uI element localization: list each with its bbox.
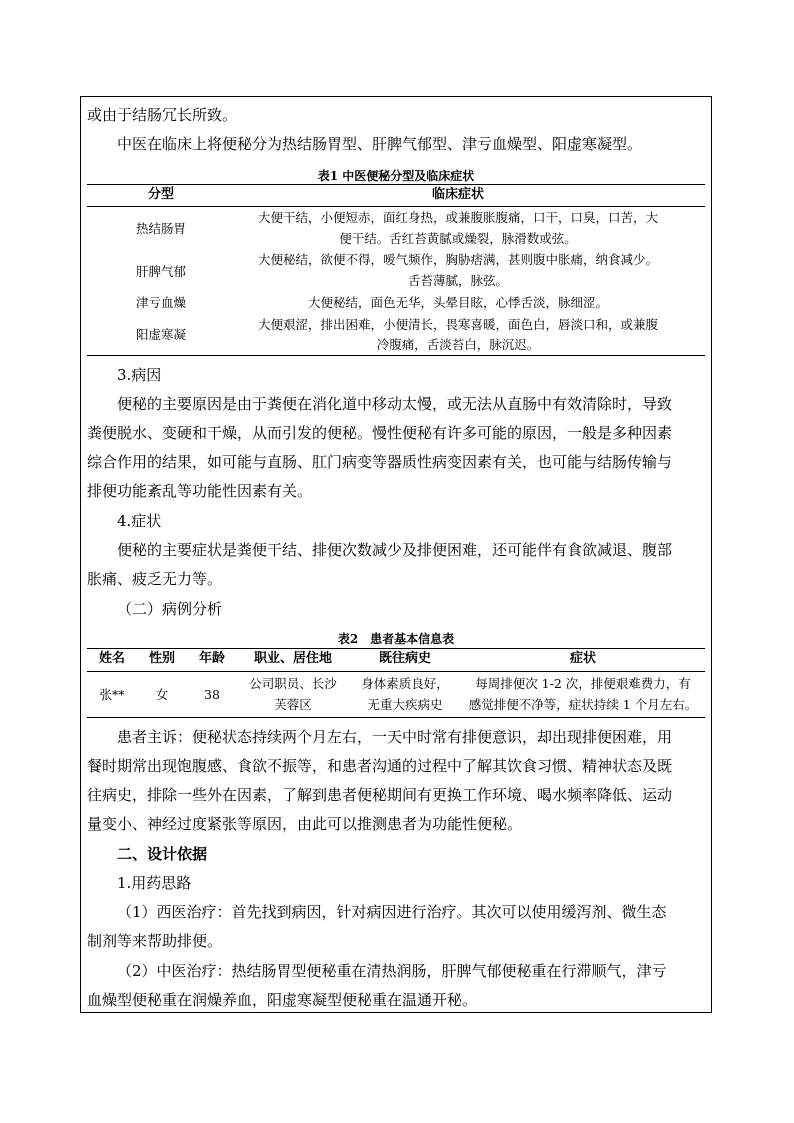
patient-job-line: 公司职员、长沙: [249, 676, 337, 691]
tcm-treatment-line: （2）中医治疗：热结肠胃型便秘重在清热润肠，肝脾气郁便秘重在行滞顺气，津亏: [117, 962, 667, 980]
table2-header-rule: [87, 671, 705, 672]
medication-heading: 1.用药思路: [117, 874, 192, 892]
table1-symptom-line: 冷腹痛，舌淡苔白，脉沉迟。: [376, 337, 540, 352]
cause-line: 综合作用的结果，如可能与直肠、肛门病变等器质性病变因素有关，也可能与结肠传输与: [87, 453, 673, 471]
table1-header-symptoms: 临床症状: [431, 187, 484, 202]
table1-symptom-line: 大便秘结，欲便不得，嗳气频作，胸胁痞满，甚则腹中胀痛，纳食减少。: [257, 252, 658, 267]
patient-job-line: 芙蓉区: [274, 697, 312, 712]
patient-history-line: 无重大疾病史: [367, 697, 443, 712]
intro-line: 或由于结肠冗长所致。: [87, 106, 238, 124]
table1-type-cell: 津亏血燥: [135, 295, 186, 310]
table2-header-age: 年龄: [198, 651, 225, 666]
cause-heading: 3.病因: [117, 366, 162, 384]
table2-header-name: 姓名: [98, 651, 125, 666]
complaint-line: 患者主诉：便秘状态持续两个月左右，一天中时常有排便意识，却出现排便困难，用: [117, 728, 673, 746]
table1-symptom-line: 便干结。舌红苔黄腻或燥裂，脉滑数或弦。: [339, 231, 577, 246]
patient-name: 张**: [99, 687, 125, 702]
complaint-line: 量变小、神经过度紧张等原因，由此可以推测患者为功能性便秘。: [87, 815, 523, 833]
table1-symptom-line: 大便干结，小便短赤，面红身热，或兼腹胀腹痛，口干，口臭，口苦，大: [257, 210, 658, 225]
table1-symptom-line: 舌苔薄腻，脉弦。: [407, 273, 508, 288]
tcm-treatment-line: 血燥型便秘重在润燥养血，阳虚寒凝型便秘重在温通开秘。: [87, 991, 478, 1009]
tcm-types-paragraph: 中医在临床上将便秘分为热结肠胃型、肝脾气郁型、津亏血燥型、阳虚寒凝型。: [117, 135, 643, 153]
patient-sex: 女: [155, 687, 169, 702]
patient-age: 38: [204, 687, 220, 702]
western-treatment-line: （1）西医治疗：首先找到病因，针对病因进行治疗。其次可以使用缓泻剂、微生态: [117, 903, 667, 921]
table2-header-sex: 性别: [148, 651, 175, 666]
symptom-line: 便秘的主要症状是粪便干结、排便次数减少及排便困难，还可能伴有食欲减退、腹部: [117, 541, 673, 559]
table1-type-cell: 热结肠胃: [135, 221, 186, 236]
western-treatment-line: 制剂等来帮助排便。: [87, 932, 223, 950]
complaint-line: 餐时期常出现饱腹感、食欲不振等，和患者沟通的过程中了解其饮食习惯、精神状态及既: [87, 757, 673, 775]
cause-line: 便秘的主要原因是由于粪便在消化道中移动太慢，或无法从直肠中有效清除时，导致: [117, 395, 673, 413]
patient-history-line: 身体素质良好，: [361, 676, 449, 691]
table1-header-type: 分型: [147, 187, 174, 202]
cause-line: 粪便脱水、变硬和干燥，从而引发的便秘。慢性便秘有许多可能的原因，一般是多种因素: [87, 424, 673, 442]
table1-symptom-line: 大便艰涩，排出困难，小便清长，畏寒喜暖，面色白，唇淡口和，或兼腹: [257, 317, 658, 332]
cause-line: 排便功能紊乱等功能性因素有关。: [87, 482, 313, 500]
patient-symptom-line: 每周排便次 1-2 次，排便艰难费力，有: [475, 676, 691, 691]
complaint-line: 往病史，排除一些外在因素，了解到患者便秘期间有更换工作环境、喝水频率降低、运动: [87, 786, 673, 804]
table1-type-cell: 肝脾气郁: [135, 264, 186, 279]
table1-type-cell: 阳虚寒凝: [135, 327, 186, 342]
case-heading: （二）病例分析: [117, 600, 223, 618]
patient-symptom-line: 感觉排便不净等，症状持续 1 个月左右。: [468, 697, 698, 712]
table1-caption: 表1 中医便秘分型及临床症状: [317, 169, 475, 183]
symptom-heading: 4.症状: [117, 512, 162, 530]
table1-symptom-line: 大便秘结，面色无华，头晕目眩，心悸舌淡，脉细涩。: [307, 295, 608, 310]
table2-caption: 表2 患者基本信息表: [337, 632, 455, 646]
table1-bottom-rule: [87, 355, 705, 356]
design-heading: 二、设计依据: [117, 845, 208, 863]
table2-bottom-rule: [87, 717, 705, 718]
table2-header-job: 职业、居住地: [253, 651, 332, 666]
table2-header-history: 既往病史: [378, 651, 431, 666]
symptom-line: 胀痛、疲乏无力等。: [87, 570, 223, 588]
document-frame: [80, 96, 712, 1013]
table2-header-symptom: 症状: [569, 651, 596, 666]
